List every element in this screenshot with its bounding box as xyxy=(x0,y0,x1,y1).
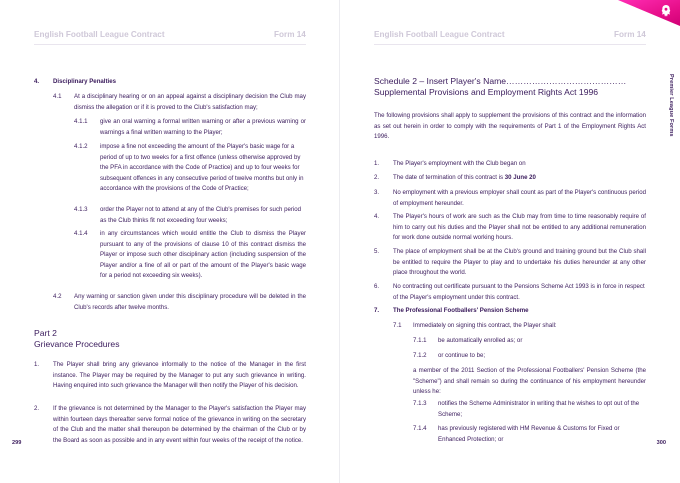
right-header-divider xyxy=(374,44,646,45)
clause-7-1-2-text: or continue to be; xyxy=(438,352,486,359)
item-7-title: The Professional Footballers' Pension Scheme xyxy=(393,307,529,314)
clause-7-1-4-text: has previously registered with HM Revenue & Customs for Fixed or Enhanced Protection; or xyxy=(438,425,620,443)
part-2-subtitle: Grievance Procedures xyxy=(34,339,120,349)
clause-4-1-3-number: 4.1.3 xyxy=(74,206,88,213)
schedule-subtitle: Supplemental Provisions and Employment Rights Act 1996 xyxy=(374,87,599,97)
schedule-intro: The following provisions shall apply to supplement the provisions of this contract and the information as set out herein in order to comply with the requirements of Part 1 of the Employment Rights Act 1996. xyxy=(374,112,646,141)
grievance-1-text: The Player shall bring any grievance informally to the notice of the Manager in the first instance. The Player may be required by the Manager to put any such grievance in writing. Having enquired into such grievance the Manager will then notify the Player of his decision. xyxy=(53,361,306,390)
item-5-number: 5. xyxy=(374,248,380,255)
section-4-number: 4. xyxy=(34,78,40,85)
item-4-number: 4. xyxy=(374,213,380,220)
grievance-2-text: If the grievance is not determined by the Manager to the Player's satisfaction the Player may within fourteen days thereafter serve formal notice of the grievance in writing on the secretary of the Club and the matter shall thereupon be determined by the chairman of the Club or by the Board as soon as possible and in any event within four weeks of the receipt of the notice. xyxy=(53,405,306,444)
item-2-text xyxy=(393,173,646,184)
clause-7-1-2-number: 7.1.2 xyxy=(413,352,427,359)
right-page xyxy=(340,0,680,483)
right-header-title: English Football League Contract xyxy=(374,30,505,39)
clause-7-1-number: 7.1 xyxy=(393,322,402,329)
item-6-text: No contracting out certificate pursuant to the Pensions Scheme Act 1993 is in force in respect of the Player's employment under this contract. xyxy=(393,283,645,301)
section-4-title: Disciplinary Penalties xyxy=(53,78,116,85)
termination-date: 30 June 20 xyxy=(504,174,536,181)
grievance-1-number: 1. xyxy=(34,361,40,368)
clause-4-1-1-text: give an oral warning a formal written warning or after a previous warning or warnings a final written warning to the Player; xyxy=(100,118,306,136)
schedule-title: Schedule 2 – Insert Player's Name…………………………………… xyxy=(374,76,627,86)
side-label: Premier League Forms xyxy=(668,74,674,137)
right-header-form: Form 14 xyxy=(614,30,646,39)
right-page-number: 300 xyxy=(656,440,666,446)
left-header-form: Form 14 xyxy=(274,30,306,39)
item-1-text: The Player's employment with the Club began on xyxy=(393,160,526,167)
item-3-number: 3. xyxy=(374,189,380,196)
left-header-title: English Football League Contract xyxy=(34,30,165,39)
clause-7-1-1-text: be automatically enrolled as; or xyxy=(438,337,523,344)
item-4-text: The Player's hours of work are such as the Club may from time to time reasonably require of him to carry out his duties and the Player shall not be entitled to any additional remuneration for work done outside normal working hours. xyxy=(393,213,646,242)
clause-4-1-1-number: 4.1.1 xyxy=(74,118,88,125)
part-2-title: Part 2 xyxy=(34,328,57,338)
clause-4-1-2-text: impose a fine not exceeding the amount of the Player's basic wage for a period of up to two weeks for a first offence (unless otherwise approved by the PFA in accordance with the Code of Practice) and up to four weeks for subsequent offences in any consecutive period of twelve months but only in accordance with the provisions of the Code of Practice; xyxy=(100,143,304,193)
item-7-number: 7. xyxy=(374,307,380,314)
scheme-membership-text: a member of the 2011 Section of the Professional Footballers' Pension Scheme (the "Scheme") and shall remain so during the continuance of his employment hereunder unless he: xyxy=(413,367,646,396)
clause-4-1-3-text: order the Player not to attend at any of the Club's premises for such period as the Club thinks fit not exceeding four weeks; xyxy=(100,206,302,224)
clause-7-1-4-number: 7.1.4 xyxy=(413,425,427,432)
item-6-number: 6. xyxy=(374,283,380,290)
item-2-number: 2. xyxy=(374,174,380,181)
clause-4-1-4-number: 4.1.4 xyxy=(74,230,88,237)
premier-league-lion-icon xyxy=(660,4,672,18)
clause-7-1-3-text: notifies the Scheme Administrator in writing that he wishes to opt out of the Scheme; xyxy=(438,400,640,418)
clause-4-1-text: At a disciplinary hearing or on an appeal against a disciplinary decision the Club may dismiss the allegation or if it is proved to the Club's satisfaction may; xyxy=(74,93,306,111)
clause-7-1-text: Immediately on signing this contract, the Player shall: xyxy=(413,322,557,329)
clause-4-1-4-text: in any circumstances which would entitle the Club to dismiss the Player pursuant to any of the provisions of clause 10 of this contract dismiss the Player or impose such other disciplinary action (including suspension of the Player and/or a fine of all or part of the amount of the Player's basic wage for a period not exceeding six weeks). xyxy=(100,230,306,280)
clause-4-2-number: 4.2 xyxy=(53,293,62,300)
clause-7-1-3-number: 7.1.3 xyxy=(413,400,427,407)
grievance-2-number: 2. xyxy=(34,405,40,412)
left-page-number: 299 xyxy=(12,440,22,446)
clause-4-1-number: 4.1 xyxy=(53,93,62,100)
item-1-number: 1. xyxy=(374,160,380,167)
item-2-text-main: The date of termination of this contract is xyxy=(393,174,505,181)
item-5-text: The place of employment shall be at the Club's ground and training ground but the Club shall be entitled to require the Player to play and to undertake his duties hereunder at any other place throughout the world. xyxy=(393,248,646,277)
item-3-text: No employment with a previous employer shall count as part of the Player's continuous period of employment hereunder. xyxy=(393,189,646,207)
clause-4-2-text: Any warning or sanction given under this disciplinary procedure will be deleted in the Club's records after twelve months. xyxy=(74,293,306,311)
clause-7-1-1-number: 7.1.1 xyxy=(413,337,427,344)
left-header-divider xyxy=(34,44,306,45)
clause-4-1-2-number: 4.1.2 xyxy=(74,143,88,150)
